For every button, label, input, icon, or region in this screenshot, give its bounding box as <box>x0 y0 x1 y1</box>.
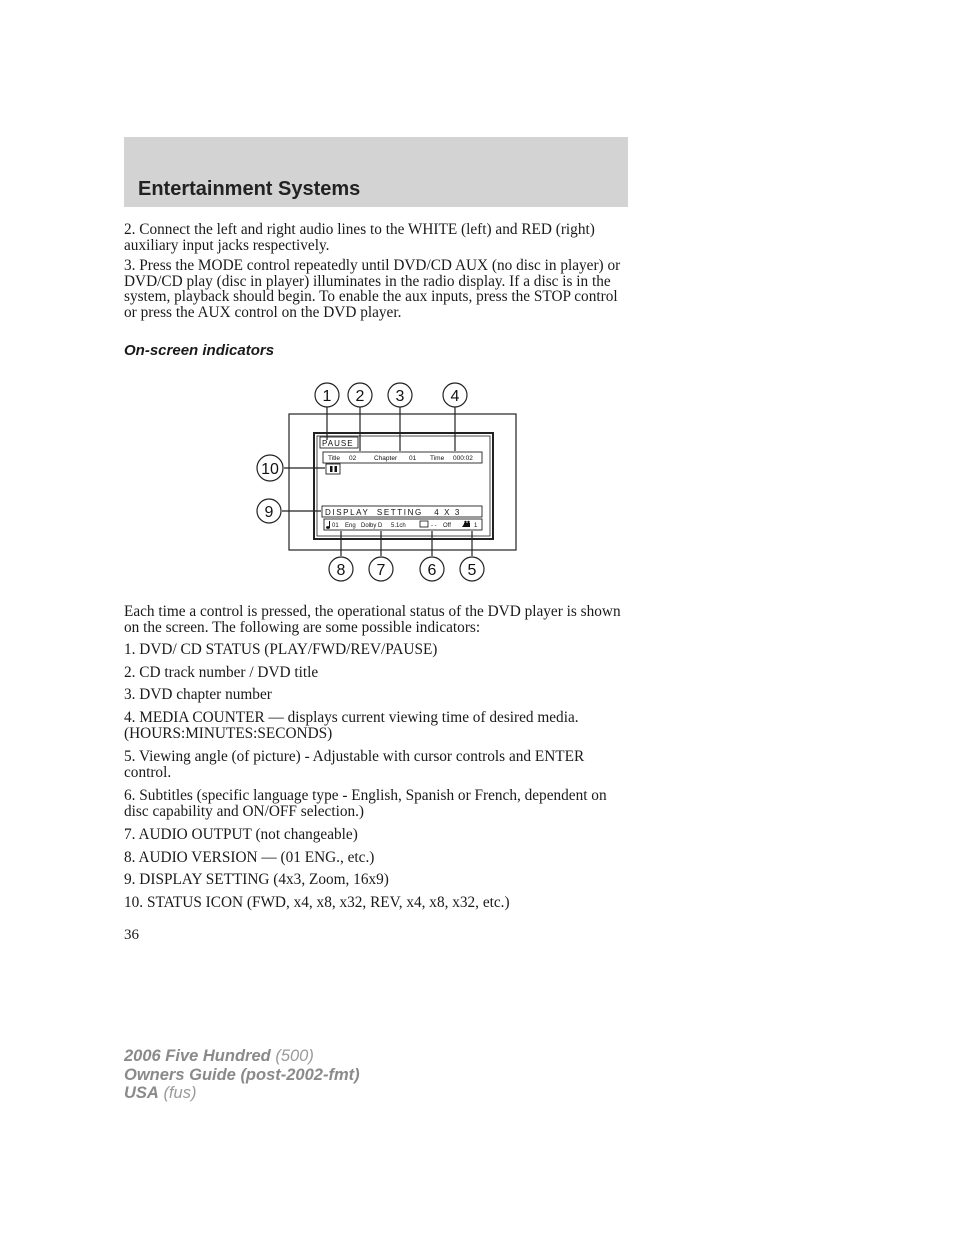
explanation-text: Each time a control is pressed, the operational status of the DVD player is shown on the screen. The following are some possible indicators: <box>124 603 621 636</box>
callout-label-5: 5 <box>467 562 477 579</box>
callout-label-7: 7 <box>376 562 386 579</box>
subtitle-value: - - <box>431 523 437 529</box>
title-value: 02 <box>349 455 357 462</box>
footer-guide: Owners Guide (post-2002-fmt) <box>124 1065 360 1084</box>
audio-output: Dolby D <box>361 523 383 529</box>
audio-version: 01 <box>332 523 339 529</box>
callout-label-10: 10 <box>261 461 279 478</box>
time-value: 000:02 <box>453 455 473 462</box>
indicator-item-8: 8. AUDIO VERSION — (01 ENG., etc.) <box>124 849 375 866</box>
callout-label-1: 1 <box>322 388 332 405</box>
chapter-label: Chapter <box>374 455 398 462</box>
indicator-item-2: 2. CD track number / DVD title <box>124 664 319 681</box>
indicator-item-10: 10. STATUS ICON (FWD, x4, x8, x32, REV, x4, x8, x32, etc.) <box>124 894 510 911</box>
indicator-item-1: 1. DVD/ CD STATUS (PLAY/FWD/REV/PAUSE) <box>124 641 438 658</box>
callout-label-9: 9 <box>264 504 274 521</box>
audio-language: Eng <box>345 523 356 529</box>
indicator-item-3: 3. DVD chapter number <box>124 686 272 703</box>
callout-label-8: 8 <box>336 562 346 579</box>
callout-label-6: 6 <box>427 562 437 579</box>
footer-market: USA <box>124 1084 159 1102</box>
display-setting-text: DISPLAY SETTING 4 X 3 <box>325 508 461 517</box>
chapter-value: 01 <box>409 455 417 462</box>
status-icon-box <box>326 464 340 474</box>
footer <box>124 1047 360 1103</box>
intro-step-2: 2. Connect the left and right audio lines to the WHITE (left) and RED (right) auxiliary input jacks respectively. <box>124 221 595 254</box>
camera-angle-icon <box>462 521 470 527</box>
subheading: On-screen indicators <box>124 342 275 359</box>
callout-label-4: 4 <box>450 388 460 405</box>
indicator-item-7: 7. AUDIO OUTPUT (not changeable) <box>124 826 358 843</box>
angle-value: 1 <box>474 523 478 529</box>
indicator-item-4: 4. MEDIA COUNTER — displays current viewing time of desired media. (HOURS:MINUTES:SECONDS) <box>124 709 579 742</box>
callout-label-3: 3 <box>395 388 405 405</box>
audio-channels: 5.1ch <box>391 523 406 529</box>
indicator-item-9: 9. DISPLAY SETTING (4x3, Zoom, 16x9) <box>124 871 389 888</box>
page-number: 36 <box>124 927 139 943</box>
subtitle-icon <box>420 521 428 527</box>
status-text: PAUSE <box>322 439 354 448</box>
on-screen-indicators-diagram <box>250 378 530 588</box>
time-label: Time <box>430 455 445 462</box>
footer-model: 2006 Five Hundred <box>124 1047 271 1065</box>
callout-label-2: 2 <box>355 388 365 405</box>
title-label: Title <box>328 455 341 462</box>
footer-market-code: (fus) <box>163 1084 197 1102</box>
footer-model-code: (500) <box>275 1047 314 1065</box>
subtitle-state: Off <box>443 523 451 529</box>
indicator-item-6: 6. Subtitles (specific language type - English, Spanish or French, dependent on disc capability and ON/OFF selection.) <box>124 787 607 820</box>
intro-step-3: 3. Press the MODE control repeatedly until DVD/CD AUX (no disc in player) or DVD/CD play (disc in player) illuminates in the radio display. If a disc is in the system, playback should begin. To enable the aux inputs, press the STOP control or press the AUX control on the DVD player. <box>124 257 621 321</box>
section-title: Entertainment Systems <box>138 178 361 200</box>
pause-icon <box>330 466 337 472</box>
music-note-icon <box>326 521 330 529</box>
indicator-item-5: 5. Viewing angle (of picture) - Adjustable with cursor controls and ENTER control. <box>124 748 585 781</box>
